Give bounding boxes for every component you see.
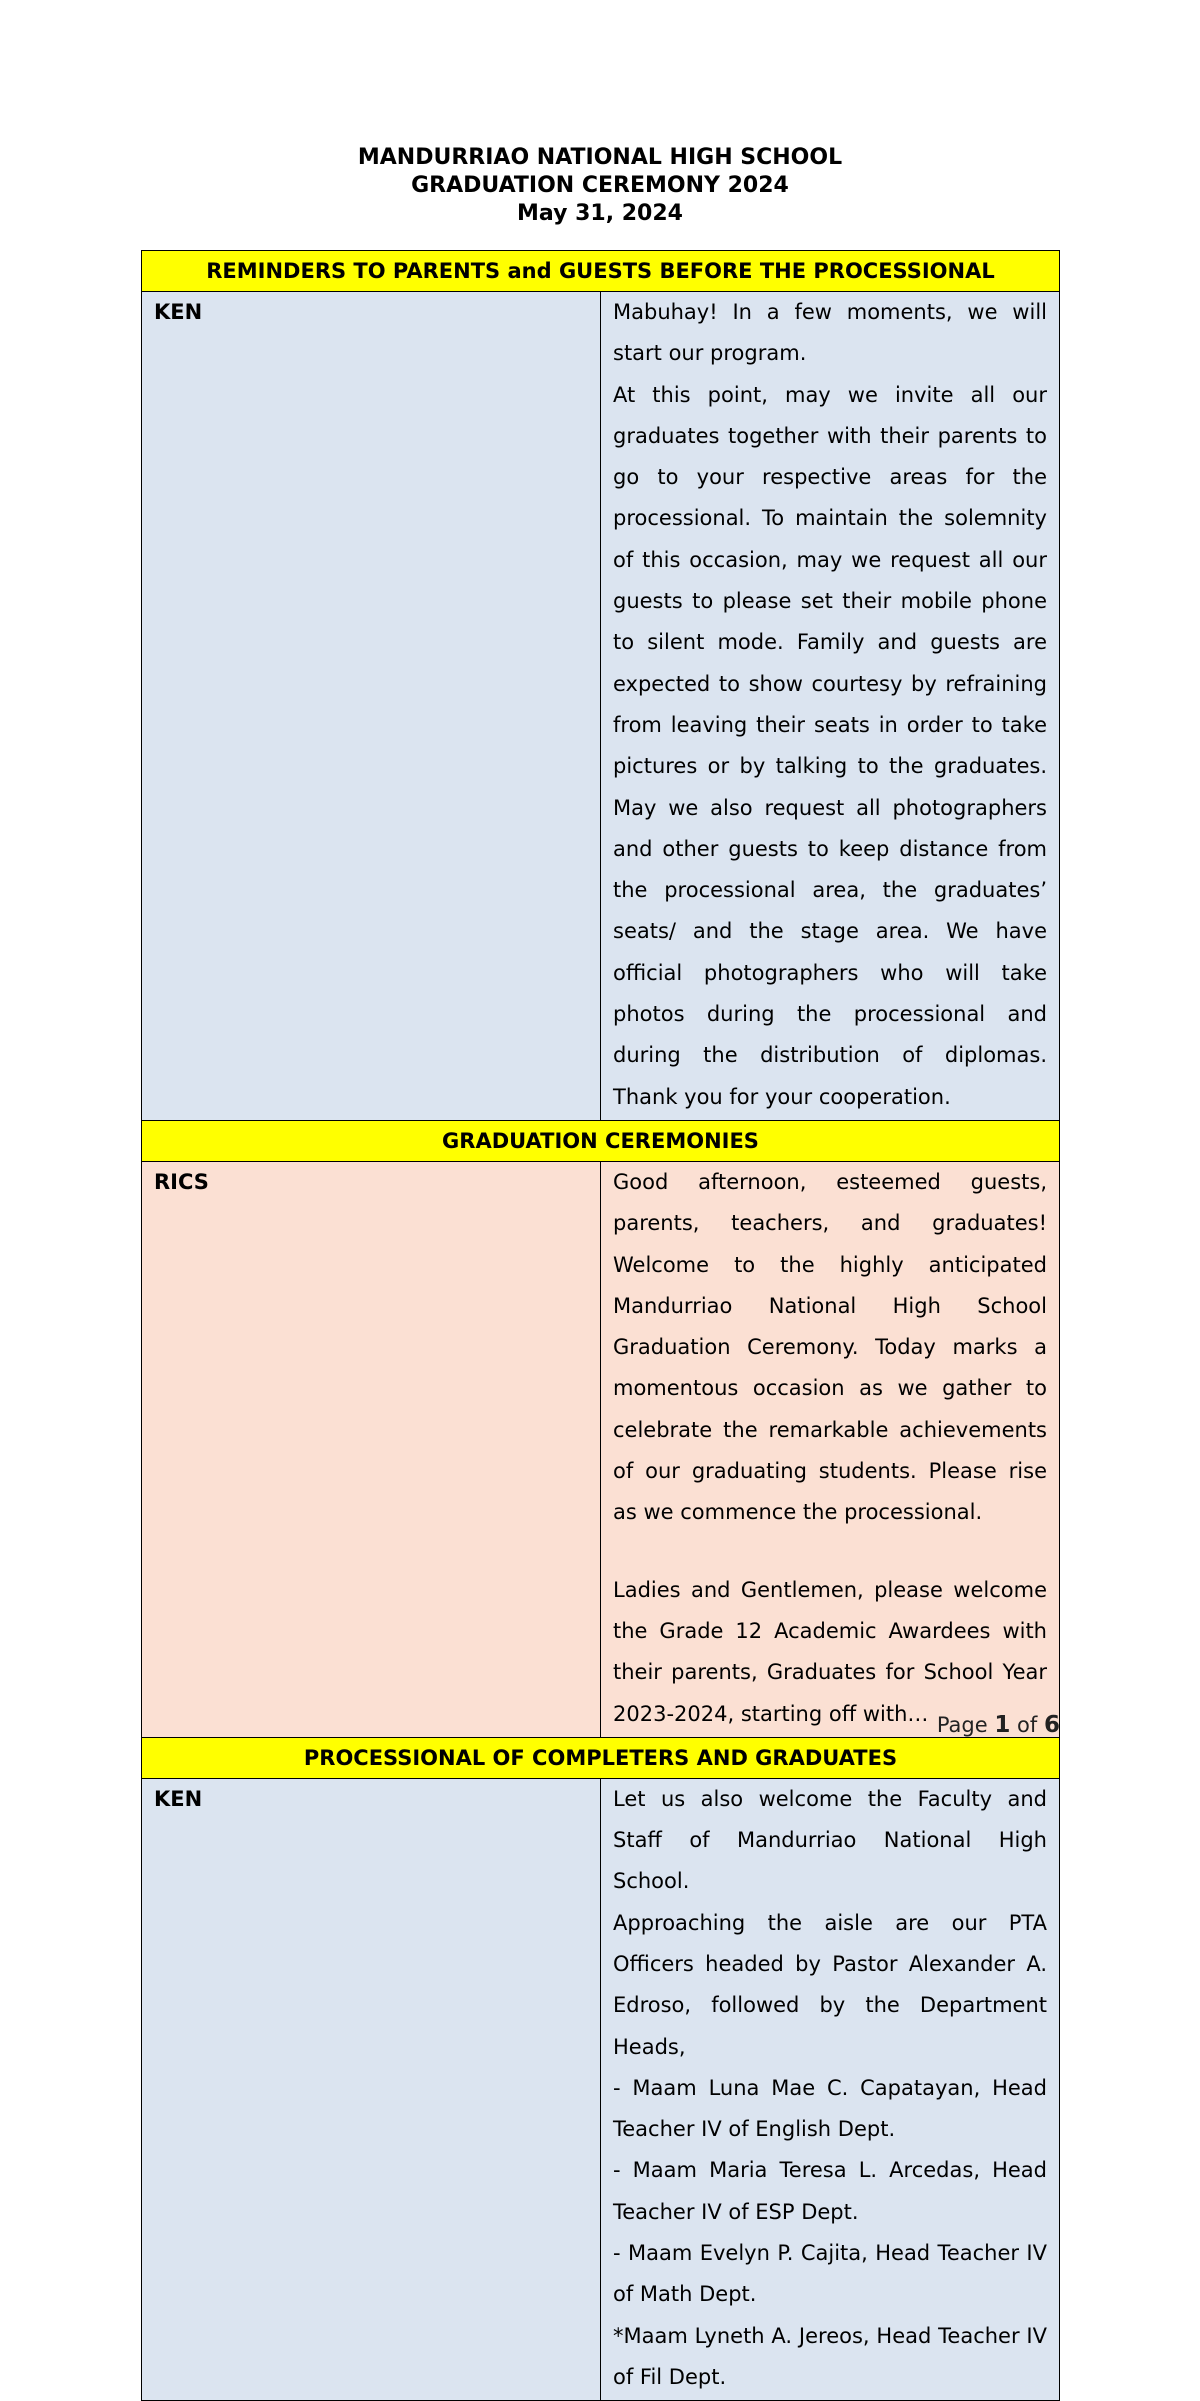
speech-paragraph: Mabuhay! In a few moments, we will start our program. <box>613 300 1047 366</box>
speaker-name: KEN <box>142 292 601 1121</box>
speech-paragraph: Approaching the aisle are our PTA Officers headed by Pastor Alexander A. Edroso, followed by the Department Heads, <box>613 1910 1047 2059</box>
script-row <box>142 292 1060 1121</box>
document-header <box>0 144 1200 228</box>
section-title: GRADUATION CEREMONIES <box>142 1120 1060 1161</box>
speech-text <box>601 1161 1060 1737</box>
speech-paragraph: - Maam Luna Mae C. Capatayan, Head Teacher IV of English Dept. <box>613 2075 1047 2142</box>
section-title: PROCESSIONAL OF COMPLETERS AND GRADUATES <box>142 1737 1060 1778</box>
page-number <box>937 1712 1060 1738</box>
event-date: May 31, 2024 <box>517 201 683 226</box>
speech-paragraph: *Maam Lyneth A. Jereos, Head Teacher IV of Fil Dept. <box>613 2323 1047 2389</box>
page-current: 1 <box>994 1712 1011 1738</box>
section-row <box>142 1737 1060 1778</box>
speech-text <box>601 1778 1060 2400</box>
school-name: MANDURRIAO NATIONAL HIGH SCHOOL <box>357 145 843 170</box>
page-total: 6 <box>1043 1712 1060 1738</box>
section-row <box>142 251 1060 292</box>
section-title: REMINDERS TO PARENTS and GUESTS BEFORE THE PROCESSIONAL <box>142 251 1060 292</box>
speech-paragraph: Good afternoon, esteemed guests, parents, teachers, and graduates! Welcome to the highly anticipated Mandurriao National High School Graduation Ceremony. Today marks a momentous occasion as we gather to celebrate the remarkable achievements of our graduating students. Please rise as we commence the processional. <box>613 1169 1047 1525</box>
speech-text <box>601 292 1060 1121</box>
page-word: Page <box>936 1713 988 1737</box>
script-row <box>142 1778 1060 2400</box>
speech-paragraph: Let us also welcome the Faculty and Staff of Mandurriao National High School. <box>613 1786 1047 1894</box>
speech-paragraph: - Maam Maria Teresa L. Arcedas, Head Teacher IV of ESP Dept. <box>613 2158 1047 2224</box>
event-title: GRADUATION CEREMONY 2024 <box>411 173 789 198</box>
speech-paragraph: - Maam Evelyn P. Cajita, Head Teacher IV of Math Dept. <box>613 2241 1047 2307</box>
script-row <box>142 1161 1060 1737</box>
speech-paragraph: At this point, may we invite all our graduates together with their parents to go to your respective areas for the processional. To maintain the solemnity of this occasion, may we request all our guests to please set their mobile phone to silent mode. Family and guests are expected to show courtesy by refraining from leaving their seats in order to take pictures or by talking to the graduates. May we also request all photographers and other guests to keep distance from the processional area, the graduates’ seats/ and the stage area. We have official photographers who will take photos during the processional and during the distribution of diplomas. Thank you for your cooperation. <box>613 382 1047 1109</box>
speaker-name: RICS <box>142 1161 601 1737</box>
section-row <box>142 1120 1060 1161</box>
speaker-name: KEN <box>142 1778 601 2400</box>
program-script-table <box>141 250 1060 2401</box>
speech-paragraph: Ladies and Gentlemen, please welcome the Grade 12 Academic Awardees with their parents, Graduates for School Year 2023-2024, starting off with… <box>613 1577 1047 1726</box>
of-word: of <box>1017 1713 1038 1737</box>
